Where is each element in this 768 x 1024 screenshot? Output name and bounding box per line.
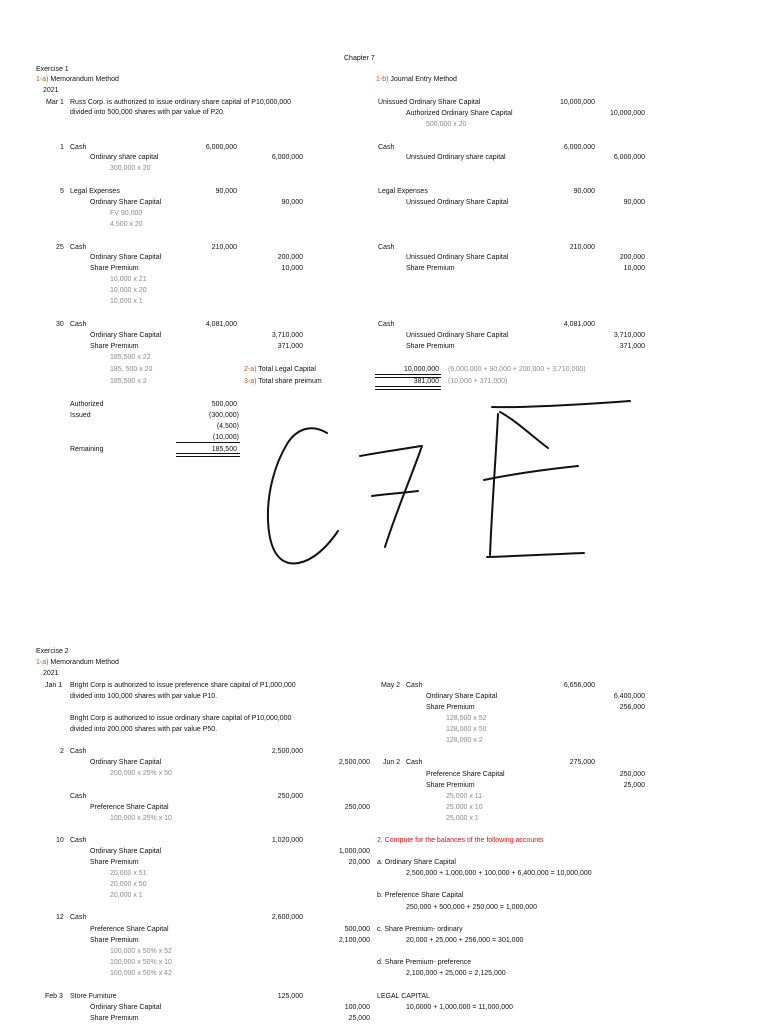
ex2-d2-osc-amount: 2,500,000 — [338, 759, 370, 766]
ex1-je30-usc-amount: 3,710,000 — [613, 332, 645, 339]
ex1-issued-label: Issued — [70, 412, 91, 419]
ex1-issued-amount-1: (300,000) — [209, 412, 239, 419]
ex2-day-12: 12 — [56, 914, 64, 921]
ex2-d10-calc-2: 20,000 x 50 — [110, 881, 147, 888]
ex2-method-a-num: 1-a) — [36, 659, 49, 666]
ex1-je-usc-amount: 10,000,000 — [559, 99, 595, 106]
ex1-issued-amount-2: (4,500) — [216, 423, 239, 430]
ex2-day-10: 10 — [56, 837, 64, 844]
ex1-je30-cash-amount: 4,081,000 — [563, 321, 595, 328]
ex2-legal-capital-label: LEGAL CAPITAL — [377, 993, 430, 1000]
ex2-d12-cash-amount: 2,600,000 — [271, 914, 303, 921]
ex2-d10-calc-3: 20,000 x 1 — [110, 892, 143, 899]
ex1-d5-legal-expenses: Legal Expenses — [70, 188, 120, 195]
ex1-d25-sp-amount: 10,000 — [281, 265, 303, 272]
ex1-issued-amount-3: (10,000) — [212, 434, 239, 441]
ex2-may2-cash: Cash — [406, 682, 423, 689]
ex1-d1-cash-amount: 6,000,000 — [205, 144, 237, 151]
ex1-d5-calc-2: 4,500 x 20 — [110, 221, 143, 228]
ex2-d10-cash: Cash — [70, 837, 87, 844]
ex2-feb3-sf-amount: 125,000 — [277, 993, 303, 1000]
ex1-je25-sp-amount: 10,000 — [623, 265, 645, 272]
ex2-d2-osc: Ordinary Share Capital — [90, 759, 162, 766]
ex1-day-5: 5 — [60, 188, 64, 195]
ex1-day-25: 25 — [56, 244, 64, 251]
ex1-d25-cash-amount: 210,000 — [211, 244, 237, 251]
ex2-may2-date: May 2 — [381, 682, 401, 689]
ex1-je25-usc: Unissued Ordinary Share Capital — [406, 254, 509, 261]
ex2-jun2-sp: Share Premium — [426, 782, 475, 789]
ex1-d5-calc-1: FV 90,000 — [110, 210, 143, 217]
ex1-day-1: 1 — [60, 144, 64, 151]
ex1-d30-osc: Ordinary Share Capital — [90, 332, 162, 339]
ex2-jan1-text-4: divided into 200,000 shares with par value P50. — [70, 726, 218, 733]
ex2-jan1-text-1: Bright Corp is authorized to issue preference share capital of P1,000,000 — [70, 682, 296, 689]
exercise-2-title: Exercise 2 — [36, 648, 69, 655]
ex1-je1-cash: Cash — [378, 144, 395, 151]
ex1-je1-usc: Unissued Ordinary share capital — [406, 154, 506, 161]
ex2-qb-label: b. Preference Share Capital — [377, 892, 464, 899]
ex1-mar1-date: Mar 1 — [46, 99, 64, 106]
ex1-method-b-num: 1-b) — [376, 76, 389, 83]
ex1-q3a-amount: 381,000 — [413, 378, 439, 385]
ex1-d30-cash-amount: 4,081,000 — [205, 321, 237, 328]
ex1-d1-osc: Ordinary share capital — [90, 154, 159, 161]
ex1-d1-cash: Cash — [70, 144, 87, 151]
ex1-d25-calc-1: 10,000 x 21 — [110, 276, 147, 283]
ex1-je5-legal-expenses: Legal Expenses — [378, 188, 428, 195]
ex1-q3a-calc: (10,000 + 371,000) — [448, 378, 508, 385]
ex1-method-a-label: Memorandum Method — [50, 76, 119, 83]
ex1-d30-calc-1: 185,500 x 22 — [110, 354, 151, 361]
ex2-d2-cash-amount: 2,500,000 — [271, 748, 303, 755]
ex2-d12-cash: Cash — [70, 914, 87, 921]
ex2-qd-label: d. Share Premium- preference — [377, 959, 472, 966]
ex1-je-calc: 500,000 x 20 — [426, 121, 467, 128]
ex1-je30-cash: Cash — [378, 321, 395, 328]
ex1-mar1-text-1: Russ Corp. is authorized to issue ordinary share capital of P10,000,000 — [70, 99, 292, 106]
ex1-mar1-text-2: divided into 500,000 shares with par value of P20. — [70, 109, 225, 116]
ex1-je30-usc: Unissued Ordinary Share Capital — [406, 332, 509, 339]
ex2-d2b-cash-amount: 250,000 — [277, 793, 303, 800]
ex1-je25-cash-amount: 210,000 — [569, 244, 595, 251]
ex2-d10-cash-amount: 1,020,000 — [271, 837, 303, 844]
ex2-d10-sp-amount: 20,000 — [348, 859, 370, 866]
ex1-je-asc-amount: 10,000,000 — [609, 110, 645, 117]
ex2-feb3-sp: Share Premium — [90, 1015, 139, 1022]
ex1-d30-sp: Share Premium — [90, 343, 139, 350]
ex2-d12-psc: Preference Share Capital — [90, 926, 169, 933]
exercise-1-title: Exercise 1 — [36, 66, 69, 73]
ex2-jun2-sp-amount: 25,000 — [623, 782, 645, 789]
ex1-je1-cash-amount: 6,000,000 — [563, 144, 595, 151]
ex2-may2-sp-amount: 256,000 — [619, 704, 645, 711]
ex2-jun2-psc: Preference Share Capital — [426, 771, 505, 778]
ex2-d2b-psc: Preference Share Capital — [90, 804, 169, 811]
ex2-jun2-date: Jun 2 — [383, 759, 401, 766]
ex1-je30-sp: Share Premium — [406, 343, 455, 350]
ex2-legal-capital-calc: 10,0000 + 1,000,000 = 11,000,000 — [406, 1004, 513, 1011]
ex2-d12-psc-amount: 500,000 — [344, 926, 370, 933]
ex1-q2a-amount: 10,000,000 — [403, 366, 439, 373]
ex1-d5-osc: Ordinary Share Capital — [90, 199, 162, 206]
ex2-d10-osc-amount: 1,000,000 — [338, 848, 370, 855]
ex2-qd-calc: 2,100,000 + 25,000 = 2,125,000 — [406, 970, 506, 977]
ex1-d25-calc-2: 10,000 x 20 — [110, 287, 147, 294]
ex1-method-b-label: Journal Entry Method — [390, 76, 457, 83]
ex2-qa-calc: 2,500,000 + 1,000,000 + 100,000 + 6,400,000 = 10,000,000 — [406, 870, 592, 877]
ex1-q3a-num: 3-a) — [244, 378, 257, 385]
ex2-d2-calc: 200,000 x 25% x 50 — [110, 770, 172, 777]
ex2-jun2-calc-2: 25,000 x 10 — [446, 804, 483, 811]
ex2-d2b-psc-amount: 250,000 — [344, 804, 370, 811]
ex2-may2-osc-amount: 6,400,000 — [613, 693, 645, 700]
ex1-d30-osc-amount: 3,710,000 — [271, 332, 303, 339]
ex1-d1-calc: 300,000 x 20 — [110, 165, 151, 172]
ex2-may2-cash-amount: 6,656,000 — [563, 682, 595, 689]
ex2-feb3-date: Feb 3 — [45, 993, 63, 1000]
ex2-jun2-cash-amount: 275,000 — [569, 759, 595, 766]
ex1-d1-osc-amount: 6,000,000 — [271, 154, 303, 161]
ex2-method-a — [36, 658, 119, 667]
ex2-jun2-cash: Cash — [406, 759, 423, 766]
ex2-d12-sp-amount: 2,100,000 — [338, 937, 370, 944]
ex2-feb3-sp-amount: 25,000 — [348, 1015, 370, 1022]
ex2-jun2-psc-amount: 250,000 — [619, 771, 645, 778]
ex1-d5-le-amount: 90,000 — [215, 188, 237, 195]
ex1-d25-cash: Cash — [70, 244, 87, 251]
ex2-d2b-calc: 100,000 x 25% x 10 — [110, 815, 172, 822]
ex1-je5-usc-amount: 90,000 — [623, 199, 645, 206]
ex1-je5-usc: Unissued Ordinary Share Capital — [406, 199, 509, 206]
ex2-qb-calc: 250,000 + 500,000 + 250,000 = 1,000,000 — [406, 904, 537, 911]
ex1-q3a-label: Total share preimum — [258, 378, 322, 385]
ex1-authorized-label: Authorized — [70, 401, 104, 408]
ex1-day-30: 30 — [56, 321, 64, 328]
ex2-d10-calc-1: 20,000 x 51 — [110, 870, 147, 877]
ex2-may2-calc-2: 128,000 x 50 — [446, 726, 487, 733]
ex1-je-usc: Unissued Ordinary Share Capital — [378, 99, 481, 106]
ex2-jan1-date: Jan 1 — [45, 682, 63, 689]
ex1-remaining-amount: 185,500 — [211, 446, 237, 453]
ex2-jun2-calc-3: 25,000 x 1 — [446, 815, 479, 822]
ex2-jan1-text-3: Bright Corp is authorized to issue ordinary share capital of P10,000,000 — [70, 715, 292, 722]
ex2-jun2-calc-1: 25,000 x 11 — [446, 793, 483, 800]
ex2-may2-calc-3: 128,000 x 2 — [446, 737, 483, 744]
ex1-je5-le-amount: 90,000 — [573, 188, 595, 195]
ex1-d25-sp: Share Premium — [90, 265, 139, 272]
ex1-d25-osc-amount: 200,000 — [277, 254, 303, 261]
ex2-may2-osc: Ordinary Share Capital — [426, 693, 498, 700]
ex1-d5-osc-amount: 90,000 — [281, 199, 303, 206]
ex2-may2-calc-1: 128,000 x 52 — [446, 715, 487, 722]
ex1-je25-usc-amount: 200,000 — [619, 254, 645, 261]
ex1-year: 2021 — [43, 87, 59, 94]
ex1-method-a-num: 1-a) — [36, 76, 49, 83]
ex1-q2a-num: 2-a) — [244, 366, 257, 373]
ex1-d25-calc-3: 10,000 x 1 — [110, 298, 143, 305]
ex2-feb3-store-furniture: Store Furniture — [70, 993, 117, 1000]
ex2-d12-sp: Share Premium — [90, 937, 139, 944]
ex2-d10-sp: Share Premium — [90, 859, 139, 866]
ex1-je25-cash: Cash — [378, 244, 395, 251]
ex2-qa-label: a. Ordinary Share Capital — [377, 859, 456, 866]
ex2-d10-osc: Ordinary Share Capital — [90, 848, 162, 855]
ex2-d12-calc-3: 100,000 x 50% x 42 — [110, 970, 172, 977]
ex2-q2-heading: 2. Compute for the balances of the following accounts — [377, 837, 544, 844]
ex1-d30-calc-3: 185,500 x 2 — [110, 378, 147, 385]
ex1-d30-calc-2: 185, 500 x 20 — [110, 366, 153, 373]
ex1-authorized-amount: 500,000 — [211, 401, 237, 408]
ex1-d30-sp-amount: 371,000 — [277, 343, 303, 350]
ex2-feb3-osc: Ordinary Share Capital — [90, 1004, 162, 1011]
ex1-q2a-calc: (6,000,000 + 90,000 + 200,000 + 3,710,000) — [448, 366, 586, 373]
ex2-feb3-osc-amount: 100,000 — [344, 1004, 370, 1011]
ex1-d30-cash: Cash — [70, 321, 87, 328]
ex1-je-asc: Authorized Ordinary Share Capital — [406, 110, 513, 117]
ex2-d12-calc-1: 100,000 x 50% x 52 — [110, 948, 172, 955]
ex1-d25-osc: Ordinary Share Capital — [90, 254, 162, 261]
ex2-d12-calc-2: 100,000 x 50% x 10 — [110, 959, 172, 966]
ex2-jan1-text-2: divided into 100,000 shares with par value P10. — [70, 693, 218, 700]
ex2-may2-sp: Share Premium — [426, 704, 475, 711]
ex1-q2a-label: Total Legal Capital — [258, 366, 316, 373]
ex2-year: 2021 — [43, 670, 59, 677]
ex1-je1-usc-amount: 6,000,000 — [613, 154, 645, 161]
ex1-je30-sp-amount: 371,000 — [619, 343, 645, 350]
ex1-je25-sp: Share Premium — [406, 265, 455, 272]
ex2-qc-label: c. Share Premium- ordinary — [377, 926, 463, 933]
ex2-d2-cash: Cash — [70, 748, 87, 755]
ex2-qc-calc: 20,000 + 25,000 + 256,000 = 301,000 — [406, 937, 524, 944]
chapter-title: Chapter 7 — [344, 55, 375, 62]
ex2-d2b-cash: Cash — [70, 793, 87, 800]
ex1-remaining-label: Remaining — [70, 446, 104, 453]
ex2-day-2: 2 — [60, 748, 64, 755]
ex2-method-a-label: Memorandum Method — [50, 659, 119, 666]
